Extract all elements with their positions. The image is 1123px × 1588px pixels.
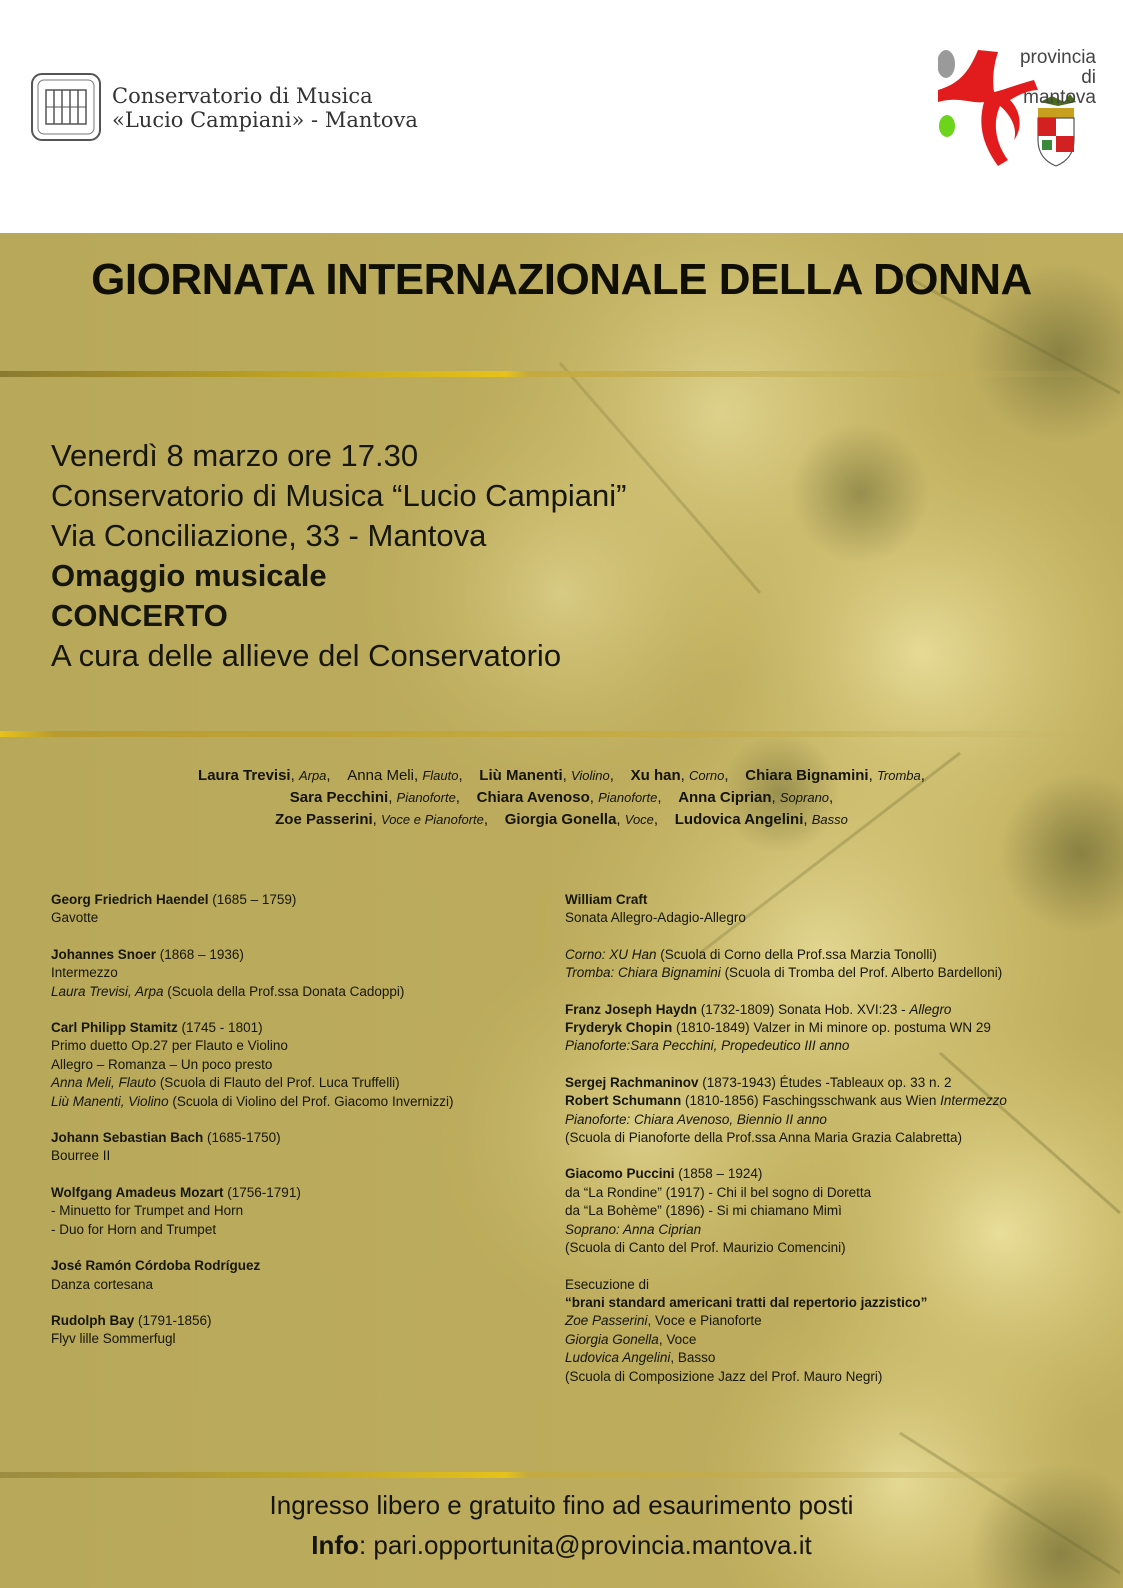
program-text: Primo duetto Op.27 per Flauto e Violino bbox=[51, 1038, 288, 1054]
program-text: , Voce bbox=[658, 1331, 697, 1347]
program-line bbox=[565, 1074, 1085, 1092]
program-line bbox=[51, 1276, 521, 1294]
program-line bbox=[51, 1056, 521, 1074]
entry-note: Ingresso libero e gratuito fino ad esaurimento posti bbox=[269, 1490, 854, 1520]
composer-name: William Craft bbox=[565, 892, 648, 907]
program-line bbox=[51, 964, 521, 982]
performer-name: Giorgia Gonella bbox=[504, 811, 617, 828]
event-curated: A cura delle allieve del Conservatorio bbox=[51, 638, 562, 673]
program-line bbox=[565, 1037, 1085, 1055]
composer-name: Giacomo Puccini bbox=[565, 1166, 675, 1182]
performer-name: Chiara Avenoso bbox=[476, 789, 590, 806]
program-line bbox=[51, 1129, 521, 1147]
program-entry bbox=[565, 1074, 1085, 1148]
performer-credit: Anna Meli, Flauto bbox=[51, 1075, 157, 1091]
performer-role: Pianoforte bbox=[598, 790, 658, 805]
performer-name: Xu han bbox=[630, 767, 681, 784]
program-text: (1810-1849) Valzer in Mi minore op. postuma WN 29 bbox=[672, 1020, 991, 1036]
program-text: Gavotte bbox=[51, 910, 99, 926]
performer-credit: Liù Manenti, Violino bbox=[51, 1093, 169, 1109]
program-line bbox=[565, 909, 1085, 927]
conservatory-line-1: Conservatorio di Musica bbox=[112, 84, 373, 108]
performer-role: Corno bbox=[688, 768, 725, 783]
program-line bbox=[51, 1312, 521, 1330]
program-line bbox=[565, 946, 1085, 964]
program-line bbox=[565, 1276, 1085, 1294]
program-entry bbox=[51, 1257, 521, 1294]
performer-credit: Ludovica Angelini bbox=[565, 1350, 671, 1366]
performers-list bbox=[0, 765, 1123, 831]
program-text: (Scuola di Composizione Jazz del Prof. Mauro Negri) bbox=[565, 1368, 883, 1384]
province-line-1: provincia bbox=[1019, 47, 1096, 68]
composer-name: Rudolph Bay bbox=[51, 1312, 135, 1328]
program-text: (Scuola di Violino del Prof. Giacomo Invernizzi) bbox=[168, 1093, 454, 1109]
performers-row: Sara Pecchini, Pianoforte, Chiara Avenoso, Pianoforte, Anna Ciprian, Soprano, bbox=[289, 789, 834, 806]
performer-role: Basso bbox=[811, 812, 848, 827]
performer-credit: Intermezzo bbox=[940, 1093, 1007, 1109]
event-details bbox=[51, 436, 626, 676]
composer-name: Carl Philipp Stamitz bbox=[51, 1020, 178, 1036]
composer-name: Robert Schumann bbox=[565, 1093, 682, 1109]
info-email: : pari.opportunita@provincia.mantova.it bbox=[358, 1530, 812, 1560]
performer-name: Sara Pecchini bbox=[289, 789, 389, 806]
program-entry bbox=[51, 1019, 521, 1111]
performer-credit: Allegro bbox=[909, 1001, 952, 1017]
performers-row: Laura Trevisi, Arpa, Anna Meli, Flauto, Liù Manenti, Violino, Xu han, Corno, Chiara Bignamini, Tromba, bbox=[198, 767, 925, 784]
program-line bbox=[51, 909, 521, 927]
info-line bbox=[0, 1530, 1123, 1561]
program-line bbox=[51, 1202, 521, 1220]
performer-name: Anna Ciprian bbox=[678, 789, 772, 806]
program-line bbox=[565, 1111, 1085, 1129]
page-title: GIORNATA INTERNAZIONALE DELLA DONNA bbox=[91, 255, 1032, 304]
program-entry bbox=[565, 946, 1085, 983]
program-line bbox=[565, 1312, 1085, 1330]
program-line bbox=[51, 1037, 521, 1055]
program-line bbox=[565, 1001, 1085, 1019]
program-text: - Minuetto for Trumpet and Horn bbox=[51, 1203, 244, 1219]
composer-name: Wolfgang Amadeus Mozart bbox=[51, 1184, 224, 1200]
program-entry bbox=[565, 891, 1085, 928]
program-left-column bbox=[51, 891, 521, 1367]
composer-name: Fryderyk Chopin bbox=[565, 1020, 673, 1036]
program-text: (1791-1856) bbox=[134, 1312, 212, 1328]
program-text: (1685 – 1759) bbox=[208, 892, 297, 907]
program-line bbox=[51, 1221, 521, 1239]
program-text: (1685-1750) bbox=[203, 1130, 281, 1146]
program-text: (1810-1856) Faschingsschwank aus Wien bbox=[681, 1093, 941, 1109]
performer-credit: Corno: XU Han bbox=[565, 946, 657, 962]
performer-name: Chiara Bignamini bbox=[745, 767, 869, 784]
program-line bbox=[51, 1019, 521, 1037]
program-text: (Scuola di Corno della Prof.ssa Marzia Tonolli) bbox=[656, 946, 937, 962]
program-entry bbox=[51, 891, 521, 928]
program-text: Esecuzione di bbox=[565, 1276, 650, 1292]
program-text: Intermezzo bbox=[51, 965, 118, 981]
program-entry bbox=[51, 1184, 521, 1239]
program-text: (Scuola di Canto del Prof. Maurizio Comencini) bbox=[565, 1240, 846, 1256]
province-line-2: di mantova bbox=[1023, 67, 1096, 108]
program-text: (Scuola di Pianoforte della Prof.ssa Anna Maria Grazia Calabretta) bbox=[565, 1130, 962, 1146]
program-line bbox=[565, 1331, 1085, 1349]
program-text: Bourree II bbox=[51, 1148, 111, 1164]
performer-credit: Pianoforte:Sara Pecchini, Propedeutico III anno bbox=[565, 1038, 850, 1054]
program-right-column bbox=[565, 891, 1085, 1404]
event-subtitle: Omaggio musicale bbox=[51, 558, 327, 593]
composer-name: Johannes Snoer bbox=[51, 946, 157, 962]
composer-name: “brani standard americani tratti dal repertorio jazzistico” bbox=[565, 1294, 928, 1310]
program-line bbox=[51, 1093, 521, 1111]
program-entry bbox=[51, 946, 521, 1001]
program-entry bbox=[51, 1129, 521, 1166]
program-text: , Basso bbox=[670, 1350, 716, 1366]
performer-name: Laura Trevisi bbox=[198, 767, 291, 784]
program-line bbox=[565, 1202, 1085, 1220]
event-type: CONCERTO bbox=[51, 598, 228, 633]
performer-credit: Zoe Passerini bbox=[565, 1313, 648, 1329]
performer-role: Violino bbox=[570, 768, 610, 783]
performer-name: Liù Manenti bbox=[479, 767, 563, 784]
program-line bbox=[565, 1165, 1085, 1183]
province-name bbox=[1004, 48, 1096, 108]
program-line bbox=[565, 1019, 1085, 1037]
performer-credit: Pianoforte: Chiara Avenoso, Biennio II anno bbox=[565, 1111, 827, 1127]
program-line bbox=[51, 1074, 521, 1092]
program-text: Danza cortesana bbox=[51, 1276, 154, 1292]
performer-name: Anna Meli bbox=[347, 767, 414, 784]
event-venue: Conservatorio di Musica “Lucio Campiani” bbox=[51, 478, 627, 513]
program-line bbox=[565, 1368, 1085, 1386]
performers-row: Zoe Passerini, Voce e Pianoforte, Giorgia Gonella, Voce, Ludovica Angelini, Basso bbox=[275, 811, 848, 828]
program-line bbox=[565, 964, 1085, 982]
composer-name: Georg Friedrich Haendel bbox=[51, 892, 209, 907]
performer-credit: Soprano: Anna Ciprian bbox=[565, 1221, 702, 1237]
gold-divider bbox=[0, 1472, 1123, 1478]
program-text: (1873-1943) Études -Tableaux op. 33 n. 2 bbox=[698, 1074, 952, 1090]
composer-name: Johann Sebastian Bach bbox=[51, 1130, 204, 1146]
performer-name: Zoe Passerini bbox=[275, 811, 373, 828]
program-line bbox=[565, 1239, 1085, 1257]
program-line bbox=[565, 1129, 1085, 1147]
program-line bbox=[51, 983, 521, 1001]
program-text: (Scuola di Tromba del Prof. Alberto Bardelloni) bbox=[720, 965, 1003, 981]
program-text: (1868 – 1936) bbox=[156, 946, 244, 962]
performer-role: Arpa bbox=[298, 768, 327, 783]
composer-name: Franz Joseph Haydn bbox=[565, 1001, 698, 1017]
program-text: Sonata Allegro-Adagio-Allegro bbox=[565, 910, 746, 926]
composer-name: José Ramón Córdoba Rodríguez bbox=[51, 1258, 261, 1274]
conservatory-emblem-icon bbox=[30, 72, 102, 142]
performer-role: Voce bbox=[624, 812, 654, 827]
gold-divider bbox=[0, 371, 1123, 377]
performer-role: Pianoforte bbox=[396, 790, 456, 805]
performer-name: Ludovica Angelini bbox=[674, 811, 804, 828]
program-line bbox=[565, 1221, 1085, 1239]
program-text: , Voce e Pianoforte bbox=[647, 1313, 762, 1329]
program-text: (Scuola di Flauto del Prof. Luca Truffelli) bbox=[156, 1075, 400, 1091]
program-line bbox=[51, 1257, 521, 1275]
performer-credit: Laura Trevisi, Arpa bbox=[51, 983, 164, 999]
program-line bbox=[565, 891, 1085, 909]
program-text: da “La Rondine” (1917) - Chi il bel sogno di Doretta bbox=[565, 1184, 872, 1200]
performer-credit: Giorgia Gonella bbox=[565, 1331, 659, 1347]
performer-role: Flauto bbox=[422, 768, 459, 783]
program-text: (1858 – 1924) bbox=[674, 1166, 763, 1182]
performer-role: Voce e Pianoforte bbox=[381, 812, 484, 827]
performer-role: Soprano bbox=[779, 790, 830, 805]
program-text: Allegro – Romanza – Un poco presto bbox=[51, 1056, 273, 1072]
program-text: da “La Bohème” (1896) - Si mi chiamano Mimì bbox=[565, 1203, 842, 1219]
gold-divider bbox=[0, 731, 1123, 737]
header bbox=[0, 0, 1123, 233]
program-text: (Scuola della Prof.ssa Donata Cadoppi) bbox=[163, 983, 405, 999]
conservatory-line-2: «Lucio Campiani» - Mantova bbox=[112, 108, 418, 132]
program-line bbox=[565, 1184, 1085, 1202]
program-text: (1756-1791) bbox=[223, 1184, 301, 1200]
program-line bbox=[565, 1294, 1085, 1312]
program-text: Flyv lille Sommerfugl bbox=[51, 1331, 176, 1347]
conservatory-name bbox=[112, 84, 418, 132]
program-line bbox=[565, 1092, 1085, 1110]
program-entry bbox=[565, 1165, 1085, 1257]
performer-role: Tromba bbox=[876, 768, 921, 783]
program-line bbox=[565, 1349, 1085, 1367]
program-entry bbox=[51, 1312, 521, 1349]
info-label: Info bbox=[311, 1530, 359, 1560]
program-text: - Duo for Horn and Trumpet bbox=[51, 1221, 217, 1237]
program-text: (1745 - 1801) bbox=[177, 1020, 263, 1036]
composer-name: Sergej Rachmaninov bbox=[565, 1074, 699, 1090]
program-entry bbox=[565, 1276, 1085, 1386]
event-date: Venerdì 8 marzo ore 17.30 bbox=[51, 438, 419, 473]
program-line bbox=[51, 1330, 521, 1348]
program-line bbox=[51, 1184, 521, 1202]
performer-credit: Tromba: Chiara Bignamini bbox=[565, 965, 721, 981]
program-entry bbox=[565, 1001, 1085, 1056]
program-line bbox=[51, 891, 521, 909]
program-line bbox=[51, 946, 521, 964]
program-text: (1732-1809) Sonata Hob. XVI:23 - bbox=[697, 1001, 910, 1017]
program-line bbox=[51, 1147, 521, 1165]
event-address: Via Conciliazione, 33 - Mantova bbox=[51, 518, 487, 553]
